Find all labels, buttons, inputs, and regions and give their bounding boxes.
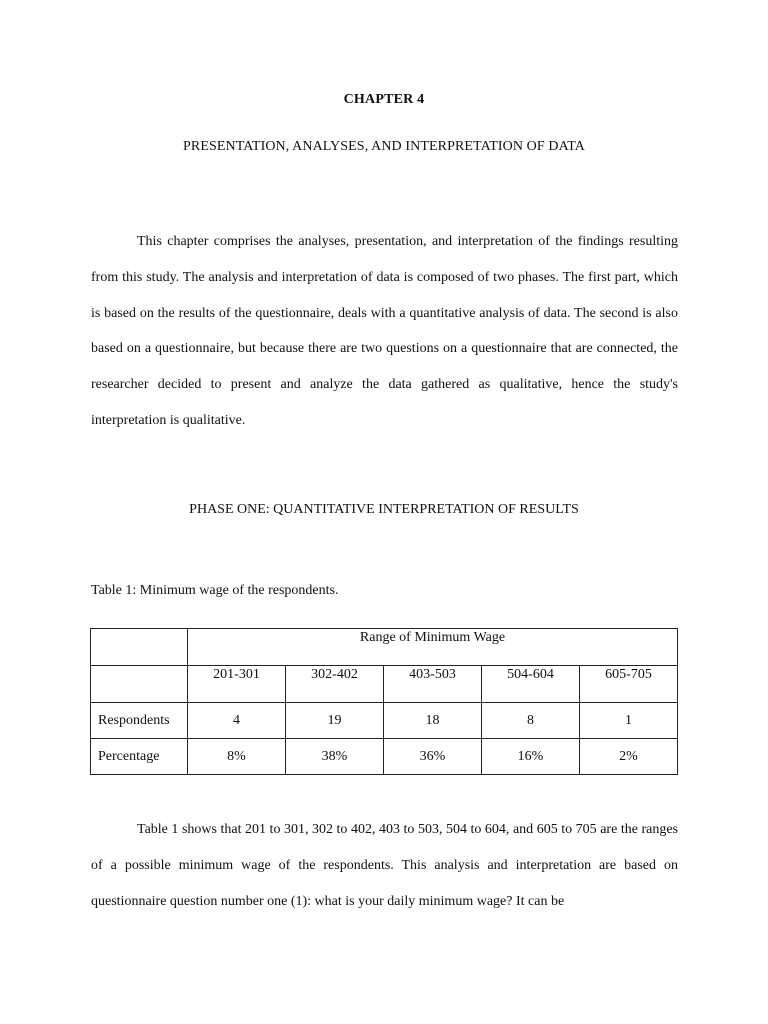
table-group-header: Range of Minimum Wage	[188, 629, 678, 666]
phase-heading: PHASE ONE: QUANTITATIVE INTERPRETATION OF RESULTS	[189, 502, 579, 517]
table-range-cell: 605-705	[580, 666, 678, 703]
table-range-cell: 504-604	[482, 666, 580, 703]
table-row-label: Respondents	[91, 703, 188, 739]
table-cell: 8	[482, 703, 580, 739]
table-range-cell: 201-301	[188, 666, 286, 703]
minimum-wage-table	[90, 628, 678, 775]
table-range-row	[91, 666, 678, 703]
chapter-title: PRESENTATION, ANALYSES, AND INTERPRETATION OF DATA	[183, 139, 585, 154]
table-cell: 1	[580, 703, 678, 739]
table-row	[91, 739, 678, 775]
chapter-heading: CHAPTER 4	[343, 92, 425, 107]
table-cell: 4	[188, 703, 286, 739]
table-cell: 16%	[482, 739, 580, 775]
table-caption: Table 1: Minimum wage of the respondents.	[91, 583, 339, 598]
intro-paragraph	[91, 224, 678, 439]
table-cell: 18	[384, 703, 482, 739]
table-cell: 2%	[580, 739, 678, 775]
analysis-paragraph	[91, 812, 678, 919]
analysis-paragraph-text: Table 1 shows that 201 to 301, 302 to 402, 403 to 503, 504 to 604, and 605 to 705 are the ranges of a possible minimum wage of the respondents. This analysis and interpretation are based on questionnaire question number one (1): what is your daily minimum wage? It can be	[91, 822, 678, 909]
table-corner-cell	[91, 629, 188, 666]
table-corner-cell	[91, 666, 188, 703]
table-cell: 36%	[384, 739, 482, 775]
table-range-cell: 403-503	[384, 666, 482, 703]
table-row-label: Percentage	[91, 739, 188, 775]
table-range-cell: 302-402	[286, 666, 384, 703]
table-cell: 8%	[188, 739, 286, 775]
table-cell: 38%	[286, 739, 384, 775]
table-cell: 19	[286, 703, 384, 739]
table-header-row	[91, 629, 678, 666]
table-row	[91, 703, 678, 739]
intro-paragraph-text: This chapter comprises the analyses, presentation, and interpretation of the findings resulting from this study. The analysis and interpretation of data is composed of two phases. The first part, which is based on the results of the questionnaire, deals with a quantitative analysis of data. The second is also based on a questionnaire, but because there are two questions on a questionnaire that are connected, the researcher decided to present and analyze the data gathered as qualitative, hence the study's interpretation is qualitative.	[91, 234, 678, 428]
